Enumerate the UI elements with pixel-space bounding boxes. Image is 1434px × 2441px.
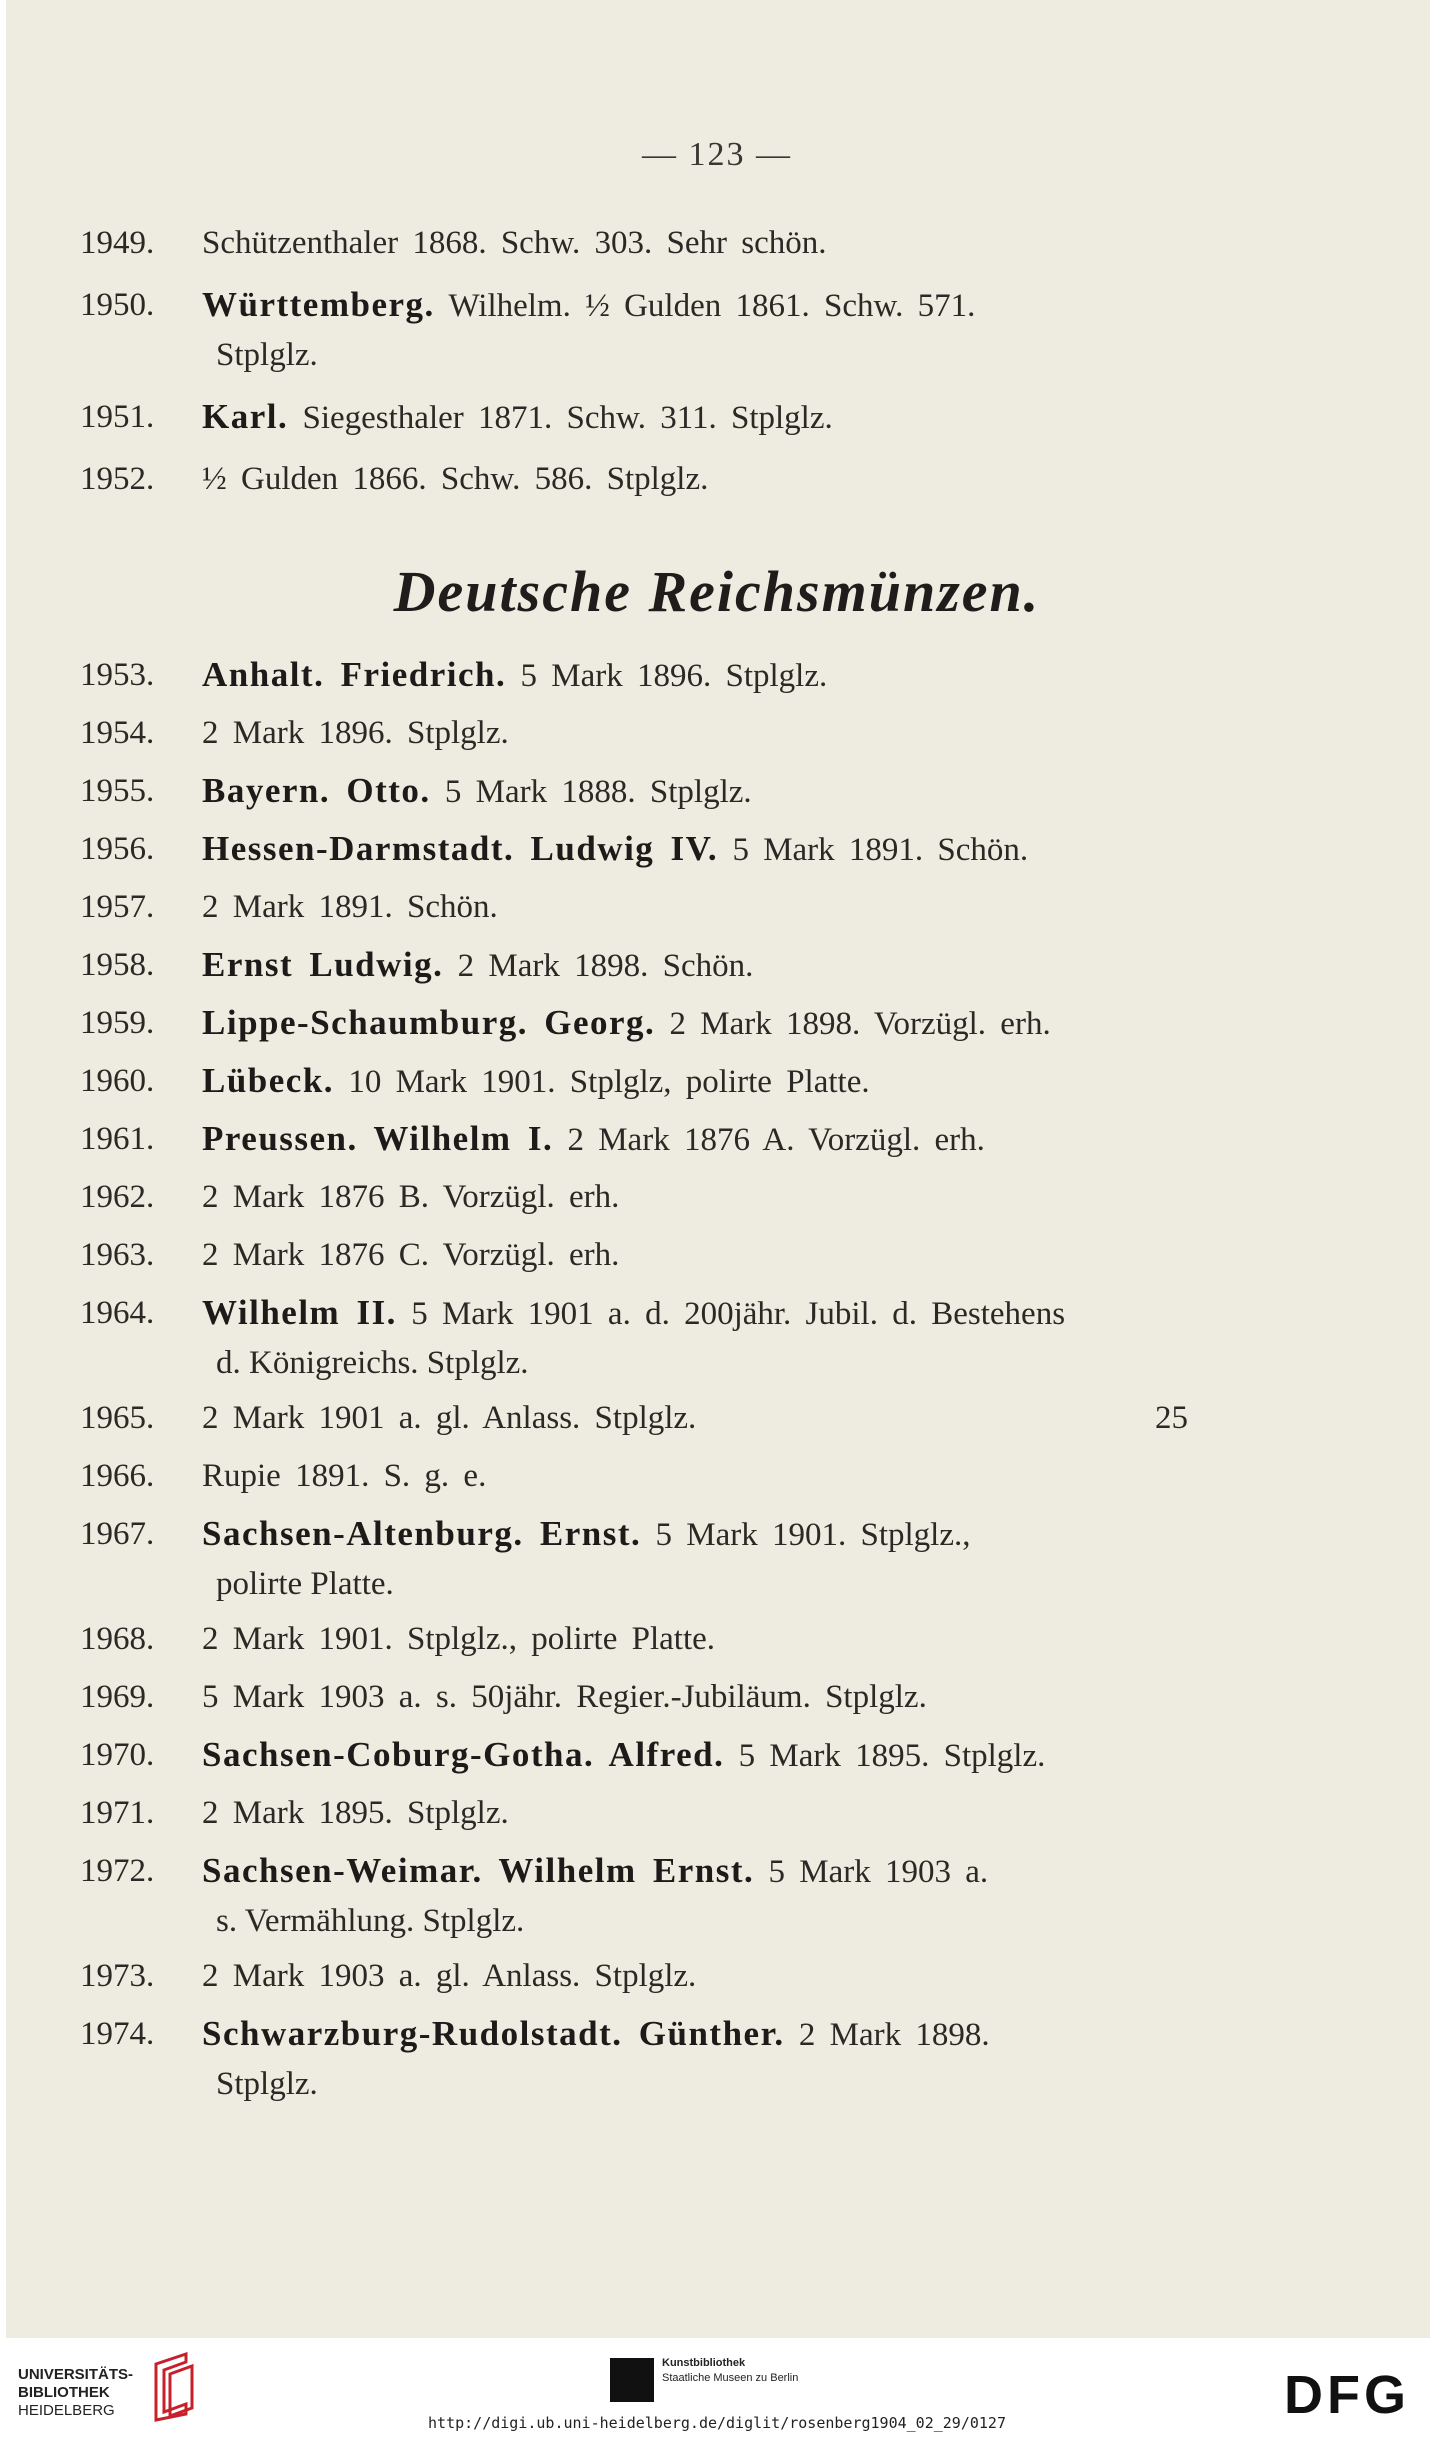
entry-description: Schützenthaler 1868. Schw. 303. Sehr schön.	[202, 225, 827, 261]
entry-bold-heading: Ernst Ludwig.	[202, 945, 444, 984]
ub-heidelberg-logo-text[interactable]	[18, 2366, 133, 2420]
entry-text	[202, 1288, 1262, 1339]
kb-line-1: Kunstbibliothek	[662, 2357, 746, 2369]
entry-text	[202, 1730, 1262, 1781]
entry-text	[202, 1172, 1262, 1222]
entry-bold-heading: Sachsen-Weimar. Wilhelm Ernst.	[202, 1851, 755, 1890]
entry-number: 1974.	[80, 2016, 155, 2052]
entry-text	[202, 766, 1262, 817]
source-url[interactable]: http://digi.ub.uni-heidelberg.de/diglit/rosenberg1904_02_29/0127	[428, 2414, 1006, 2432]
entry-text	[202, 1451, 1262, 1501]
entry-bold-heading: Hessen-Darmstadt. Ludwig IV.	[202, 829, 719, 868]
entry-bold-heading: Lübeck.	[202, 1061, 335, 1100]
entry-number: 1956.	[80, 831, 155, 867]
entry-description: ½ Gulden 1866. Schw. 586. Stplglz.	[202, 461, 709, 497]
entry-text	[202, 1614, 1262, 1664]
entry-number: 1962.	[80, 1179, 155, 1215]
entry-continuation: d. Königreichs. Stplglz.	[216, 1345, 529, 1381]
entry-text	[202, 1114, 1262, 1165]
entry-description: 5 Mark 1888. Stplglz.	[444, 774, 752, 810]
entry-number: 1966.	[80, 1458, 155, 1494]
entry-description: 5 Mark 1895. Stplglz.	[738, 1738, 1046, 1774]
entry-text	[202, 1951, 1262, 2001]
entry-number: 1960.	[80, 1063, 155, 1099]
entry-description: 5 Mark 1901. Stplglz.,	[655, 1517, 971, 1553]
entry-number: 1971.	[80, 1795, 155, 1831]
entry-text	[202, 218, 1262, 268]
entry-description: 2 Mark 1898. Schön.	[457, 948, 754, 984]
entry-bold-heading: Sachsen-Coburg-Gotha. Alfred.	[202, 1735, 725, 1774]
entry-text	[202, 1393, 1262, 1443]
entry-number: 1959.	[80, 1005, 155, 1041]
ub-line-2: BIBLIOTHEK	[18, 2384, 110, 2401]
entry-number: 1973.	[80, 1958, 155, 1994]
ub-logo-icon	[148, 2352, 198, 2422]
entry-description: 2 Mark 1901 a. gl. Anlass. Stplglz.	[202, 1400, 697, 1436]
entry-text	[202, 650, 1262, 701]
entry-bold-heading: Karl.	[202, 397, 289, 436]
entry-description: 2 Mark 1898.	[798, 2017, 990, 2053]
entry-number: 1969.	[80, 1679, 155, 1715]
entry-continuation: polirte Platte.	[216, 1566, 394, 1602]
entry-text	[202, 392, 1262, 443]
entry-description: 5 Mark 1896. Stplglz.	[520, 658, 828, 694]
entry-text	[202, 998, 1262, 1049]
entry-description: 2 Mark 1901. Stplglz., polirte Platte.	[202, 1621, 716, 1657]
entry-description: 5 Mark 1901 a. d. 200jähr. Jubil. d. Bestehens	[411, 1296, 1066, 1332]
entry-number: 1964.	[80, 1295, 155, 1331]
kb-line-2: Staatliche Museen zu Berlin	[662, 2372, 799, 2384]
entry-bold-heading: Schwarzburg-Rudolstadt. Günther.	[202, 2014, 785, 2053]
entry-description: 5 Mark 1891. Schön.	[732, 832, 1029, 868]
section-heading: Deutsche Reichsmünzen.	[393, 559, 1041, 624]
ub-line-1: UNIVERSITÄTS-	[18, 2366, 134, 2383]
entry-number: 1953.	[80, 657, 155, 693]
entry-text	[202, 1846, 1262, 1897]
entry-continuation: Stplglz.	[216, 2066, 318, 2102]
entry-number: 1968.	[80, 1621, 155, 1657]
entry-number: 1965.	[80, 1400, 155, 1436]
entry-continuation: s. Vermählung. Stplglz.	[216, 1903, 525, 1939]
entry-text	[202, 454, 1262, 504]
entry-bold-heading: Wilhelm II.	[202, 1293, 397, 1332]
entry-text	[202, 824, 1262, 875]
entry-description: 5 Mark 1903 a.	[768, 1854, 989, 1890]
entry-number: 1970.	[80, 1737, 155, 1773]
entry-bold-heading: Preussen. Wilhelm I.	[202, 1119, 554, 1158]
entry-description: 2 Mark 1876 A. Vorzügl. erh.	[567, 1122, 985, 1158]
entry-text	[202, 1672, 1262, 1722]
entry-description: 2 Mark 1895. Stplglz.	[202, 1795, 509, 1831]
kunstbibliothek-text[interactable]	[662, 2356, 798, 2386]
entry-description: 2 Mark 1891. Schön.	[202, 889, 498, 925]
entry-description: 2 Mark 1876 C. Vorzügl. erh.	[202, 1237, 620, 1273]
entry-description: 5 Mark 1903 a. s. 50jähr. Regier.-Jubiläum. Stplglz.	[202, 1679, 927, 1715]
entry-description: Rupie 1891. S. g. e.	[202, 1458, 487, 1494]
entry-description: Siegesthaler 1871. Schw. 311. Stplglz.	[302, 400, 833, 436]
entry-description: 2 Mark 1898. Vorzügl. erh.	[669, 1006, 1051, 1042]
entry-bold-heading: Bayern. Otto.	[202, 771, 431, 810]
entry-number: 1949.	[80, 225, 155, 261]
entry-text	[202, 1509, 1262, 1560]
entry-bold-heading: Anhalt. Friedrich.	[202, 655, 507, 694]
entry-bold-heading: Sachsen-Altenburg. Ernst.	[202, 1514, 642, 1553]
kunstbibliothek-logo-icon	[610, 2358, 654, 2402]
entry-description: 2 Mark 1903 a. gl. Anlass. Stplglz.	[202, 1958, 697, 1994]
ub-line-3: HEIDELBERG	[18, 2402, 115, 2419]
entry-number: 1951.	[80, 399, 155, 435]
entry-number: 1950.	[80, 287, 155, 323]
entry-text	[202, 280, 1262, 331]
entry-text	[202, 708, 1262, 758]
entry-number: 1958.	[80, 947, 155, 983]
entry-number: 1963.	[80, 1237, 155, 1273]
entry-text	[202, 1788, 1262, 1838]
entry-number: 1955.	[80, 773, 155, 809]
entry-text	[202, 882, 1262, 932]
entry-number: 1967.	[80, 1516, 155, 1552]
entry-number: 1957.	[80, 889, 155, 925]
entry-number: 1952.	[80, 461, 155, 497]
entry-text	[202, 1230, 1262, 1280]
entry-number: 1961.	[80, 1121, 155, 1157]
footer-bar	[0, 2338, 1434, 2441]
page-number: — 123 —	[642, 136, 792, 173]
entry-number: 1954.	[80, 715, 155, 751]
entry-text	[202, 2009, 1262, 2060]
entry-text	[202, 940, 1262, 991]
entry-description: 2 Mark 1876 B. Vorzügl. erh.	[202, 1179, 620, 1215]
entry-price: 25	[1155, 1400, 1188, 1436]
entry-bold-heading: Lippe-Schaumburg. Georg.	[202, 1003, 656, 1042]
entry-description: 10 Mark 1901. Stplglz, polirte Platte.	[348, 1064, 870, 1100]
entry-continuation: Stplglz.	[216, 337, 318, 373]
entry-number: 1972.	[80, 1853, 155, 1889]
entry-bold-heading: Württemberg.	[202, 285, 435, 324]
entry-text	[202, 1056, 1262, 1107]
entry-description: 2 Mark 1896. Stplglz.	[202, 715, 509, 751]
entry-description: Wilhelm. ½ Gulden 1861. Schw. 571.	[448, 288, 976, 324]
dfg-logo[interactable]: DFG	[1284, 2365, 1410, 2425]
